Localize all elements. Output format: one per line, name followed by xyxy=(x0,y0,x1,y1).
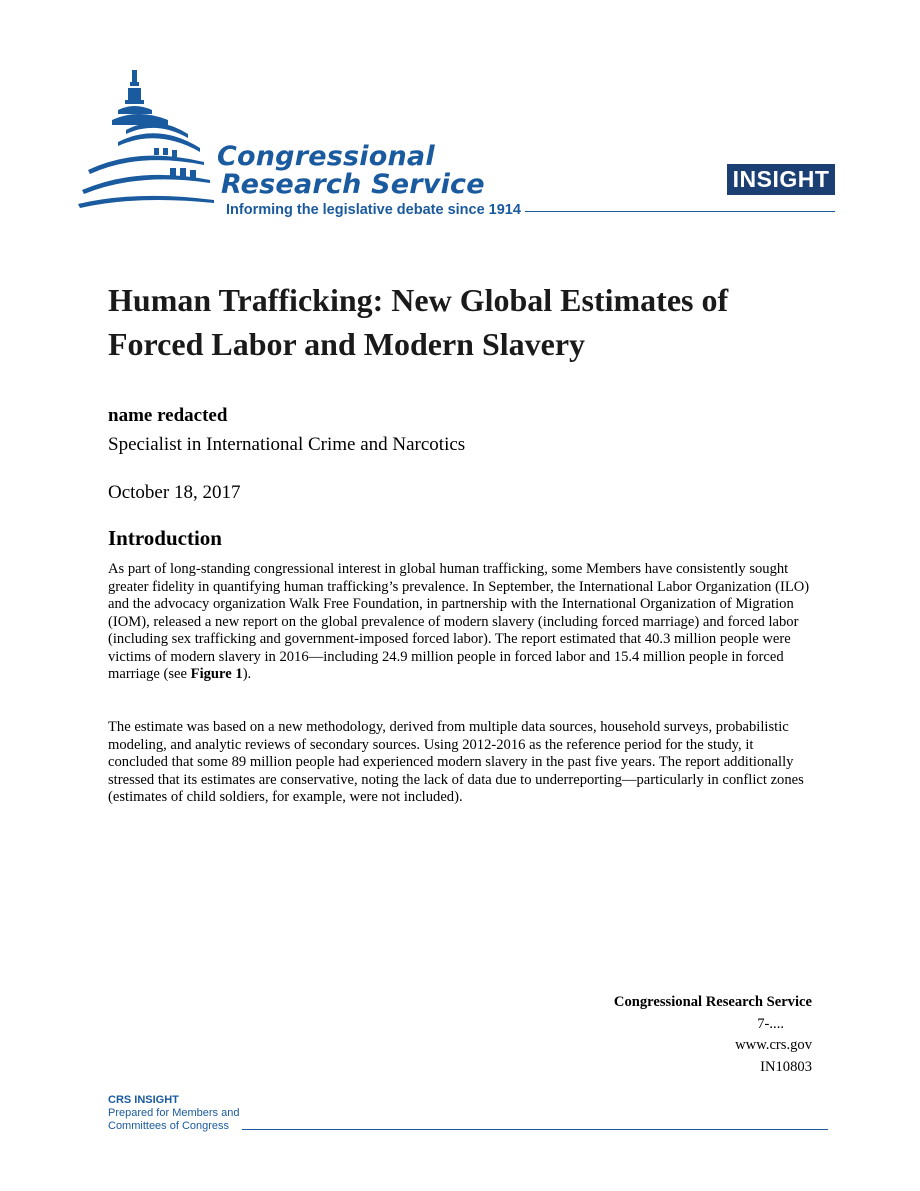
logo-tagline: Informing the legislative debate since 1914 xyxy=(226,202,521,218)
crs-logo xyxy=(78,62,548,227)
logo-wordmark-line1: Congressional xyxy=(217,141,435,172)
publication-date: October 18, 2017 xyxy=(108,482,241,503)
footer xyxy=(108,1094,239,1133)
author-position: Specialist in International Crime and Narcotics xyxy=(108,434,466,455)
insight-badge: INSIGHT xyxy=(727,164,835,195)
crs-website-link[interactable]: www.crs.gov xyxy=(735,1037,812,1053)
crs-identification-block xyxy=(614,992,812,1078)
intro-paragraph-2: The estimate was based on a new methodology, derived from multiple data sources, household surveys, probabilistic modeling, and analytic reviews of secondary sources. Using 2012-2016 as the reference period for the study, it concluded that some 89 million people had experienced modern slavery in the past five years. The report additionally stressed that its estimates are conservative, noting the lack of data due to underreporting—particularly in conflict zones (estimates of child soldiers, for example, were not included). xyxy=(108,719,804,805)
crs-report-number: 7-.... xyxy=(757,1015,784,1032)
footer-title: CRS INSIGHT xyxy=(108,1094,179,1106)
author-name: name redacted xyxy=(108,405,228,426)
intro-paragraph-1 xyxy=(108,561,813,684)
crs-report-id: IN10803 xyxy=(760,1058,812,1075)
paragraph-text: As part of long-standing congressional interest in global human trafficking, some Members have consistently sought greater fidelity in quantifying human trafficking’s prevalence. In September, the International Labor Organization (ILO) and the advocacy organization Walk Free Foundation, in partnership with the International Organization of Migration (IOM), released a new report on the global prevalence of modern slavery (including forced marriage) and forced labor (including sex trafficking and government-imposed forced labor). The report estimated that 40.3 million people were victims of modern slavery in 2016—including 24.9 million people in forced labor and 15.4 million people in forced marriage (see xyxy=(108,561,810,682)
footer-line: Prepared for Members and xyxy=(108,1107,240,1119)
logo-wordmark-line2: Research Service xyxy=(221,169,485,200)
figure-1-reference-link[interactable]: Figure 1 xyxy=(190,666,243,682)
header-divider xyxy=(525,211,835,212)
crs-org-name: Congressional Research Service xyxy=(613,994,812,1010)
footer-line: Committees of Congress xyxy=(108,1120,230,1132)
paragraph-text: ). xyxy=(242,666,252,682)
footer-divider xyxy=(242,1129,828,1130)
section-heading-introduction: Introduction xyxy=(108,526,222,550)
page-title: Human Trafficking: New Global Estimates of Forced Labor and Modern Slavery xyxy=(108,282,729,362)
capitol-dome-icon xyxy=(78,62,218,222)
